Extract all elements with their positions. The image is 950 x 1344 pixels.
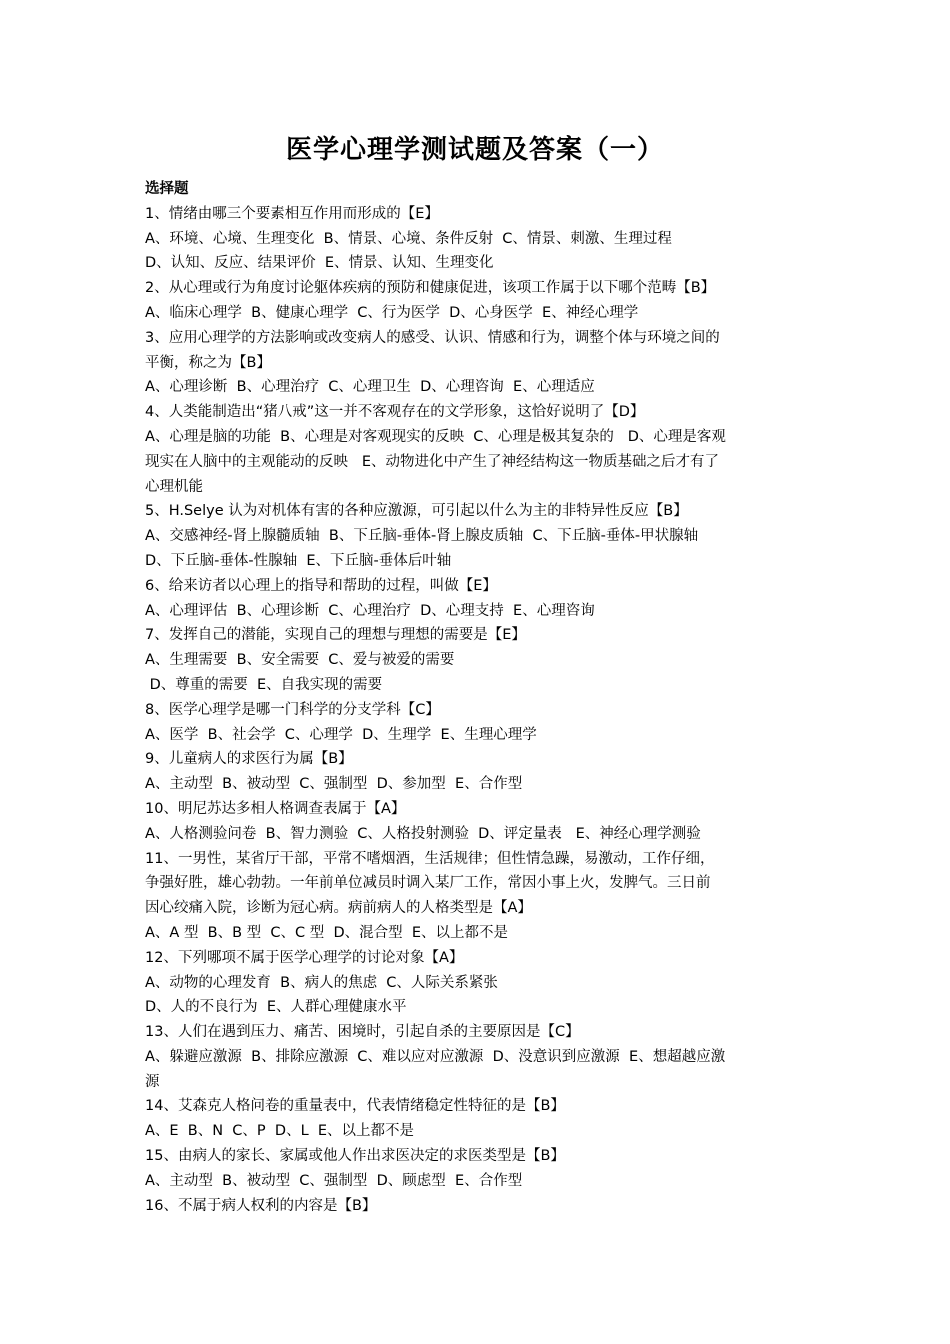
- text-line: 11、一男性，某省厅干部，平常不嗜烟酒，生活规律；但性情急躁，易激动，工作仔细，: [145, 850, 715, 867]
- text-line: A、心理评估 B、心理诊断 C、心理治疗 D、心理支持 E、心理咨询: [145, 602, 595, 619]
- text-line: A、生理需要 B、安全需要 C、爱与被爱的需要: [145, 652, 455, 669]
- question-list: [145, 202, 813, 1219]
- text-line: 8、医学心理学是哪一门科学的分支学科【C】: [145, 701, 440, 718]
- text-line: 16、不属于病人权利的内容是【B】: [145, 1197, 377, 1214]
- text-line: 7、发挥自己的潜能，实现自己的理想与理想的需要是【E】: [145, 627, 526, 644]
- text-line: 3、应用心理学的方法影响或改变病人的感受、认识、情感和行为，调整个体与环境之间的: [145, 329, 720, 346]
- text-line: 争强好胜，雄心勃勃。一年前单位减员时调入某厂工作，常因小事上火，发脾气。三日前: [145, 875, 711, 892]
- text-line: 现实在人脑中的主观能动的反映 E、动物进化中产生了神经结构这一物质基础之后才有了: [145, 453, 719, 470]
- text-line: 2、从心理或行为角度讨论躯体疾病的预防和健康促进，该项工作属于以下哪个范畴【B】: [145, 280, 716, 297]
- text-line: D、人的不良行为 E、人群心理健康水平: [145, 999, 407, 1016]
- text-line: A、主动型 B、被动型 C、强制型 D、参加型 E、合作型: [145, 776, 523, 793]
- text-line: A、A 型 B、B 型 C、C 型 D、混合型 E、以上都不是: [145, 924, 509, 941]
- text-line: 平衡，称之为【B】: [145, 354, 271, 371]
- text-line: 源: [145, 1073, 160, 1090]
- text-line: 心理机能: [145, 478, 203, 495]
- text-line: D、认知、反应、结果评价 E、情景、认知、生理变化: [145, 255, 494, 272]
- text-line: 12、下列哪项不属于医学心理学的讨论对象【A】: [145, 949, 464, 966]
- text-line: 5、H.Selye 认为对机体有害的各种应激源，可引起以什么为主的非特异性反应【B】: [145, 503, 688, 520]
- text-line: A、医学 B、社会学 C、心理学 D、生理学 E、生理心理学: [145, 726, 537, 743]
- text-line: 6、给来访者以心理上的指导和帮助的过程，叫做【E】: [145, 577, 497, 594]
- text-line: 15、由病人的家长、家属或他人作出求医决定的求医类型是【B】: [145, 1148, 565, 1165]
- text-line: A、交感神经-肾上腺髓质轴 B、下丘脑-垂体-肾上腺皮质轴 C、下丘脑-垂体-甲状腺轴: [145, 528, 699, 545]
- text-line: A、心理是脑的功能 B、心理是对客观现实的反映 C、心理是极其复杂的 D、心理是客观: [145, 428, 726, 445]
- text-line: 4、人类能制造出“猪八戒”这一并不客观存在的文学形象，这恰好说明了【D】: [145, 404, 645, 421]
- text-line: 13、人们在遇到压力、痛苦、困境时，引起自杀的主要原因是【C】: [145, 1024, 580, 1041]
- text-line: 10、明尼苏达多相人格调查表属于【A】: [145, 800, 406, 817]
- text-line: A、主动型 B、被动型 C、强制型 D、顾虑型 E、合作型: [145, 1172, 523, 1189]
- text-line: D、下丘脑-垂体-性腺轴 E、下丘脑-垂体后叶轴: [145, 552, 452, 569]
- section-heading: 选择题: [145, 181, 189, 197]
- text-line: A、心理诊断 B、心理治疗 C、心理卫生 D、心理咨询 E、心理适应: [145, 379, 595, 396]
- text-line: D、尊重的需要 E、自我实现的需要: [145, 676, 383, 693]
- text-line: A、环境、心境、生理变化 B、情景、心境、条件反射 C、情景、刺激、生理过程: [145, 230, 672, 247]
- text-line: A、E B、N C、P D、L E、以上都不是: [145, 1123, 415, 1140]
- text-line: A、临床心理学 B、健康心理学 C、行为医学 D、心身医学 E、神经心理学: [145, 304, 639, 321]
- text-line: A、躲避应激源 B、排除应激源 C、难以应对应激源 D、没意识到应激源 E、想超越应激: [145, 1048, 726, 1065]
- text-line: 因心绞痛入院，诊断为冠心病。病前病人的人格类型是【A】: [145, 900, 532, 917]
- document-body: [145, 177, 813, 1218]
- text-line: A、动物的心理发育 B、病人的焦虑 C、人际关系紧张: [145, 974, 498, 991]
- text-line: A、人格测验问卷 B、智力测验 C、人格投射测验 D、评定量表 E、神经心理学测验: [145, 825, 701, 842]
- text-line: 1、情绪由哪三个要素相互作用而形成的【E】: [145, 205, 439, 222]
- text-line: 14、艾森克人格问卷的重量表中，代表情绪稳定性特征的是【B】: [145, 1098, 565, 1115]
- document-title: 医学心理学测试题及答案（一）: [285, 135, 664, 165]
- text-line: 9、儿童病人的求医行为属【B】: [145, 751, 353, 768]
